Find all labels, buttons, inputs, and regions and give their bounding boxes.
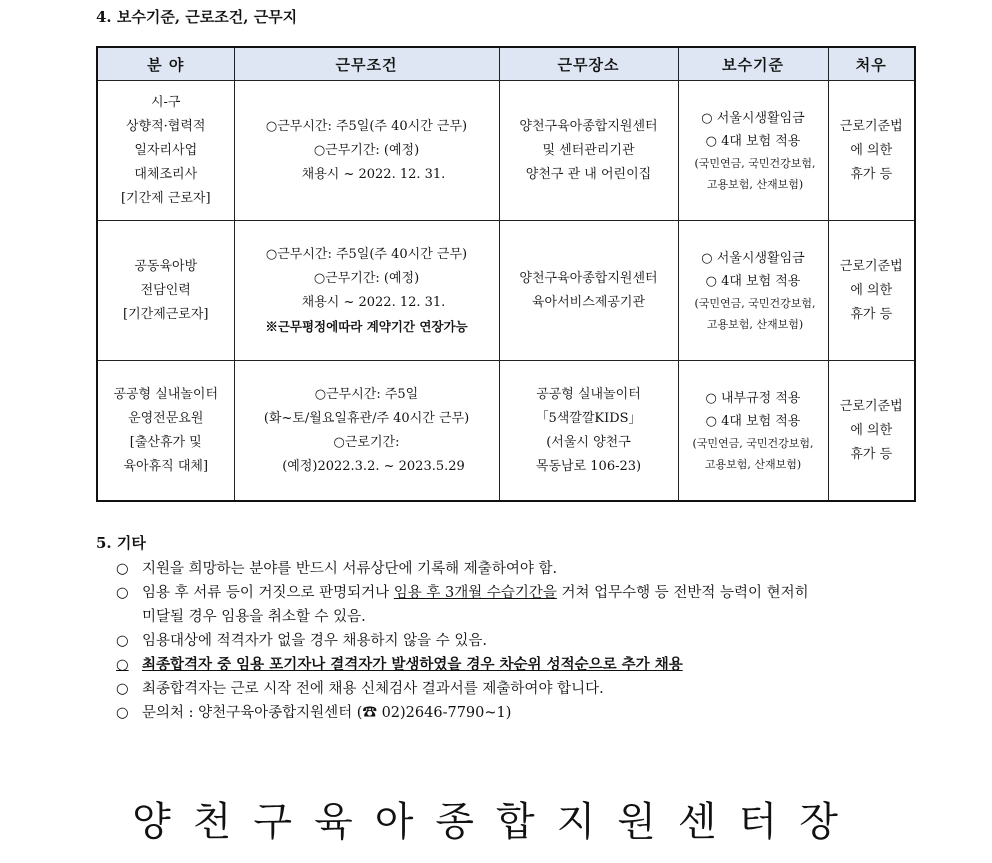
note-text: 최종합격자는 근로 시작 전에 채용 신체검사 결과서를 제출하여야 합니다. (142, 681, 604, 697)
field-line: 운영전문요원 (128, 410, 204, 426)
place-line: 및 센터관리기관 (542, 142, 635, 158)
note-continuation: 미달될 경우 임용을 취소할 수 있음. (142, 609, 366, 625)
pay-detail-line: 고용보험, 산재보험) (706, 177, 804, 191)
note-text: 임용대상에 적격자가 없을 경우 채용하지 않을 수 있음. (142, 633, 488, 649)
table-row (97, 81, 915, 221)
header-pay-standard: 보수기준 (678, 47, 828, 81)
treat-line: 에 의한 (850, 422, 893, 438)
field-line: 상향적·협력적 (126, 118, 206, 134)
pay-line: ○ 내부규정 적용 (705, 390, 801, 406)
circle-bullet-icon: ○ (116, 705, 129, 721)
circle-bullet-icon: ○ (116, 681, 129, 697)
field-line: [기간제 근로자] (120, 190, 211, 206)
work-line: ○근무기간: (예정) (313, 270, 420, 286)
place-line: 양천구육아종합지원센터 (519, 270, 658, 286)
work-line: ○근로기간: (333, 434, 400, 450)
pay-detail-line: 고용보험, 산재보험) (704, 457, 802, 471)
field-line: 전담인력 (140, 282, 191, 298)
pay-line: ○ 서울시생활임금 (701, 250, 805, 266)
contact-text: 문의처 : 양천구육아종합지원센터 (☎ 02)2646-7790~1) (142, 705, 512, 721)
field-line: 공동육아방 (134, 258, 198, 274)
treatment-cell (828, 81, 915, 221)
field-cell (97, 221, 234, 361)
work-line: 채용시 ~ 2022. 12. 31. (301, 166, 446, 182)
note-text: 최종합격자 중 임용 포기자나 결격자가 발생하였을 경우 차순위 성적순으로 추가 채용 (142, 656, 683, 673)
field-cell (97, 361, 234, 502)
place-line: 목동남로 106-23) (535, 458, 642, 474)
work-line: ○근무시간: 주5일 (314, 386, 419, 402)
treat-line: 에 의한 (850, 142, 893, 158)
probation-underline: 임용 후 3개월 수습기간을 (393, 585, 557, 601)
pay-cell (678, 361, 828, 502)
place-line: 양천구육아종합지원센터 (519, 118, 658, 134)
pay-cell (678, 81, 828, 221)
work-line: (화~토/월요일휴관/주 40시간 근무) (263, 410, 470, 426)
section4-title: 4. 보수기준, 근로조건, 근무지 (96, 8, 298, 26)
field-line: 일자리사업 (134, 142, 198, 158)
pay-line: ○ 4대 보험 적용 (705, 273, 801, 289)
table-header-row (97, 47, 915, 81)
place-cell (499, 221, 678, 361)
header-treatment: 처우 (828, 47, 915, 81)
treat-line: 근로기준법 (839, 118, 903, 134)
list-item (116, 701, 916, 725)
work-line: (예정)2022.3.2. ~ 2023.5.29 (282, 458, 465, 474)
list-item (116, 629, 916, 653)
work-cell (234, 361, 499, 502)
treat-line: 휴가 등 (850, 306, 893, 322)
list-item (116, 677, 916, 701)
circle-bullet-icon: ○ (116, 585, 129, 601)
pay-cell (678, 221, 828, 361)
place-line: 공공형 실내놀이터 (536, 386, 641, 402)
field-line: 대체조리사 (134, 166, 198, 182)
notes-list (116, 557, 916, 725)
treat-line: 휴가 등 (850, 446, 893, 462)
field-line: 시-구 (150, 94, 181, 110)
place-line: 「5색깔깔KIDS」 (535, 410, 642, 426)
note-text-part: 거쳐 업무수행 등 전반적 능력이 현저히 (556, 585, 809, 601)
work-cell (234, 221, 499, 361)
pay-line: ○ 서울시생활임금 (701, 110, 805, 126)
list-item-emphasized (116, 653, 916, 677)
field-line: [기간제근로자] (123, 306, 209, 322)
circle-bullet-icon: ○ (116, 561, 129, 577)
pay-detail-line: (국민연금, 국민건강보험, (694, 156, 816, 170)
treat-line: 휴가 등 (850, 166, 893, 182)
table-row (97, 361, 915, 502)
treat-line: 에 의한 (850, 282, 893, 298)
pay-detail-line: (국민연금, 국민건강보험, (694, 296, 816, 310)
place-line: (서울시 양천구 (546, 434, 631, 450)
note-text: 지원을 희망하는 분야를 반드시 서류상단에 기록해 제출하여야 함. (142, 561, 558, 577)
issuer-title: 양천구육아종합지원센터장 (132, 799, 860, 845)
note-text (142, 581, 809, 605)
list-item (116, 557, 916, 581)
field-cell (97, 81, 234, 221)
header-work-place: 근무장소 (499, 47, 678, 81)
work-line: ※근무평정에따라 계약기간 연장가능 (265, 318, 468, 334)
table-row (97, 221, 915, 361)
place-line: 육아서비스제공기관 (531, 294, 646, 310)
work-line: ○근무기간: (예정) (313, 142, 420, 158)
field-line: 육아휴직 대체] (123, 458, 209, 474)
work-line: ○근무시간: 주5일(주 40시간 근무) (265, 246, 468, 262)
conditions-table (96, 46, 916, 502)
pay-line: ○ 4대 보험 적용 (705, 133, 801, 149)
treatment-cell (828, 361, 915, 502)
pay-detail-line: 고용보험, 산재보험) (706, 317, 804, 331)
treat-line: 근로기준법 (839, 398, 903, 414)
field-line: [출산휴가 및 (129, 434, 202, 450)
header-field: 분 야 (97, 47, 234, 81)
note-text-part: 임용 후 서류 등이 거짓으로 판명되거나 (142, 585, 394, 601)
place-line: 양천구 관 내 어린이집 (525, 166, 652, 182)
treat-line: 근로기준법 (839, 258, 903, 274)
place-cell (499, 361, 678, 502)
circle-bullet-icon: ○ (116, 656, 129, 673)
field-line: 공공형 실내놀이터 (113, 386, 219, 402)
work-line: ○근무시간: 주5일(주 40시간 근무) (265, 118, 468, 134)
list-item (116, 581, 916, 605)
circle-bullet-icon: ○ (116, 633, 129, 649)
pay-line: ○ 4대 보험 적용 (705, 413, 801, 429)
work-line: 채용시 ~ 2022. 12. 31. (301, 294, 446, 310)
place-cell (499, 81, 678, 221)
work-cell (234, 81, 499, 221)
treatment-cell (828, 221, 915, 361)
header-work-conditions: 근무조건 (234, 47, 499, 81)
pay-detail-line: (국민연금, 국민건강보험, (692, 436, 814, 450)
section5-title: 5. 기타 (96, 534, 146, 552)
